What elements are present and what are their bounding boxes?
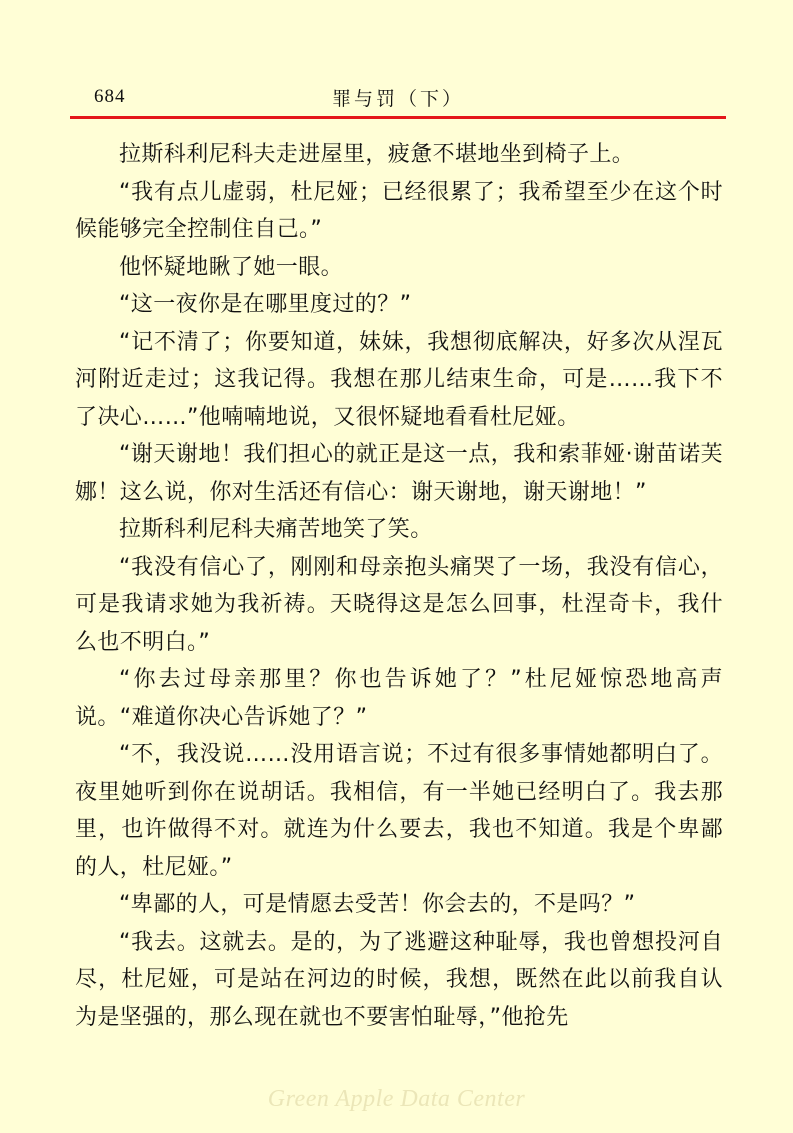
paragraph: “卑鄙的人，可是情愿去受苦！你会去的，不是吗？” xyxy=(119,892,636,917)
header-divider xyxy=(70,116,726,119)
body-text xyxy=(75,136,723,1036)
paragraph: “我去。这就去。是的，为了逃避这种耻辱，我也曾想投河自尽，杜尼娅，可是站在河边的时候，我想，既然在此以前我自认为是坚强的，那么现在就也不要害怕耻辱，”他抢先 xyxy=(75,929,723,1030)
paragraph: 拉斯科利尼科夫痛苦地笑了笑。 xyxy=(119,517,433,542)
page-header xyxy=(70,84,726,112)
watermark: Green Apple Data Center xyxy=(267,1086,526,1112)
paragraph: 拉斯科利尼科夫走进屋里，疲惫不堪地坐到椅子上。 xyxy=(119,142,635,167)
paragraph: “我没有信心了，刚刚和母亲抱头痛哭了一场，我没有信心，可是我请求她为我祈祷。天晓得这是怎么回事，杜涅奇卡，我什么也不明白。” xyxy=(75,554,723,655)
paragraph: “你去过母亲那里？你也告诉她了？”杜尼娅惊恐地高声说。“难道你决心告诉她了？” xyxy=(75,667,723,730)
paragraph: “谢天谢地！我们担心的就正是这一点，我和索菲娅·谢苗诺芙娜！这么说，你对生活还有信心：谢天谢地，谢天谢地！” xyxy=(75,442,723,505)
running-title: 罪与罚（下） xyxy=(331,88,464,110)
page-number: 684 xyxy=(94,86,126,107)
paragraph: “记不清了；你要知道，妹妹，我想彻底解决，好多次从涅瓦河附近走过；这我记得。我想在那儿结束生命，可是……我下不了决心……”他喃喃地说，又很怀疑地看看杜尼娅。 xyxy=(75,329,723,430)
paragraph: “不，我没说……没用语言说；不过有很多事情她都明白了。夜里她听到你在说胡话。我相信，有一半她已经明白了。我去那里，也许做得不对。就连为什么要去，我也不知道。我是个卑鄙的人，杜尼娅。” xyxy=(75,742,723,880)
paragraph: 他怀疑地瞅了她一眼。 xyxy=(119,254,344,280)
paragraph: “这一夜你是在哪里度过的？” xyxy=(119,292,412,317)
paragraph: “我有点儿虚弱，杜尼娅；已经很累了；我希望至少在这个时候能够完全控制住自己。” xyxy=(75,179,723,242)
